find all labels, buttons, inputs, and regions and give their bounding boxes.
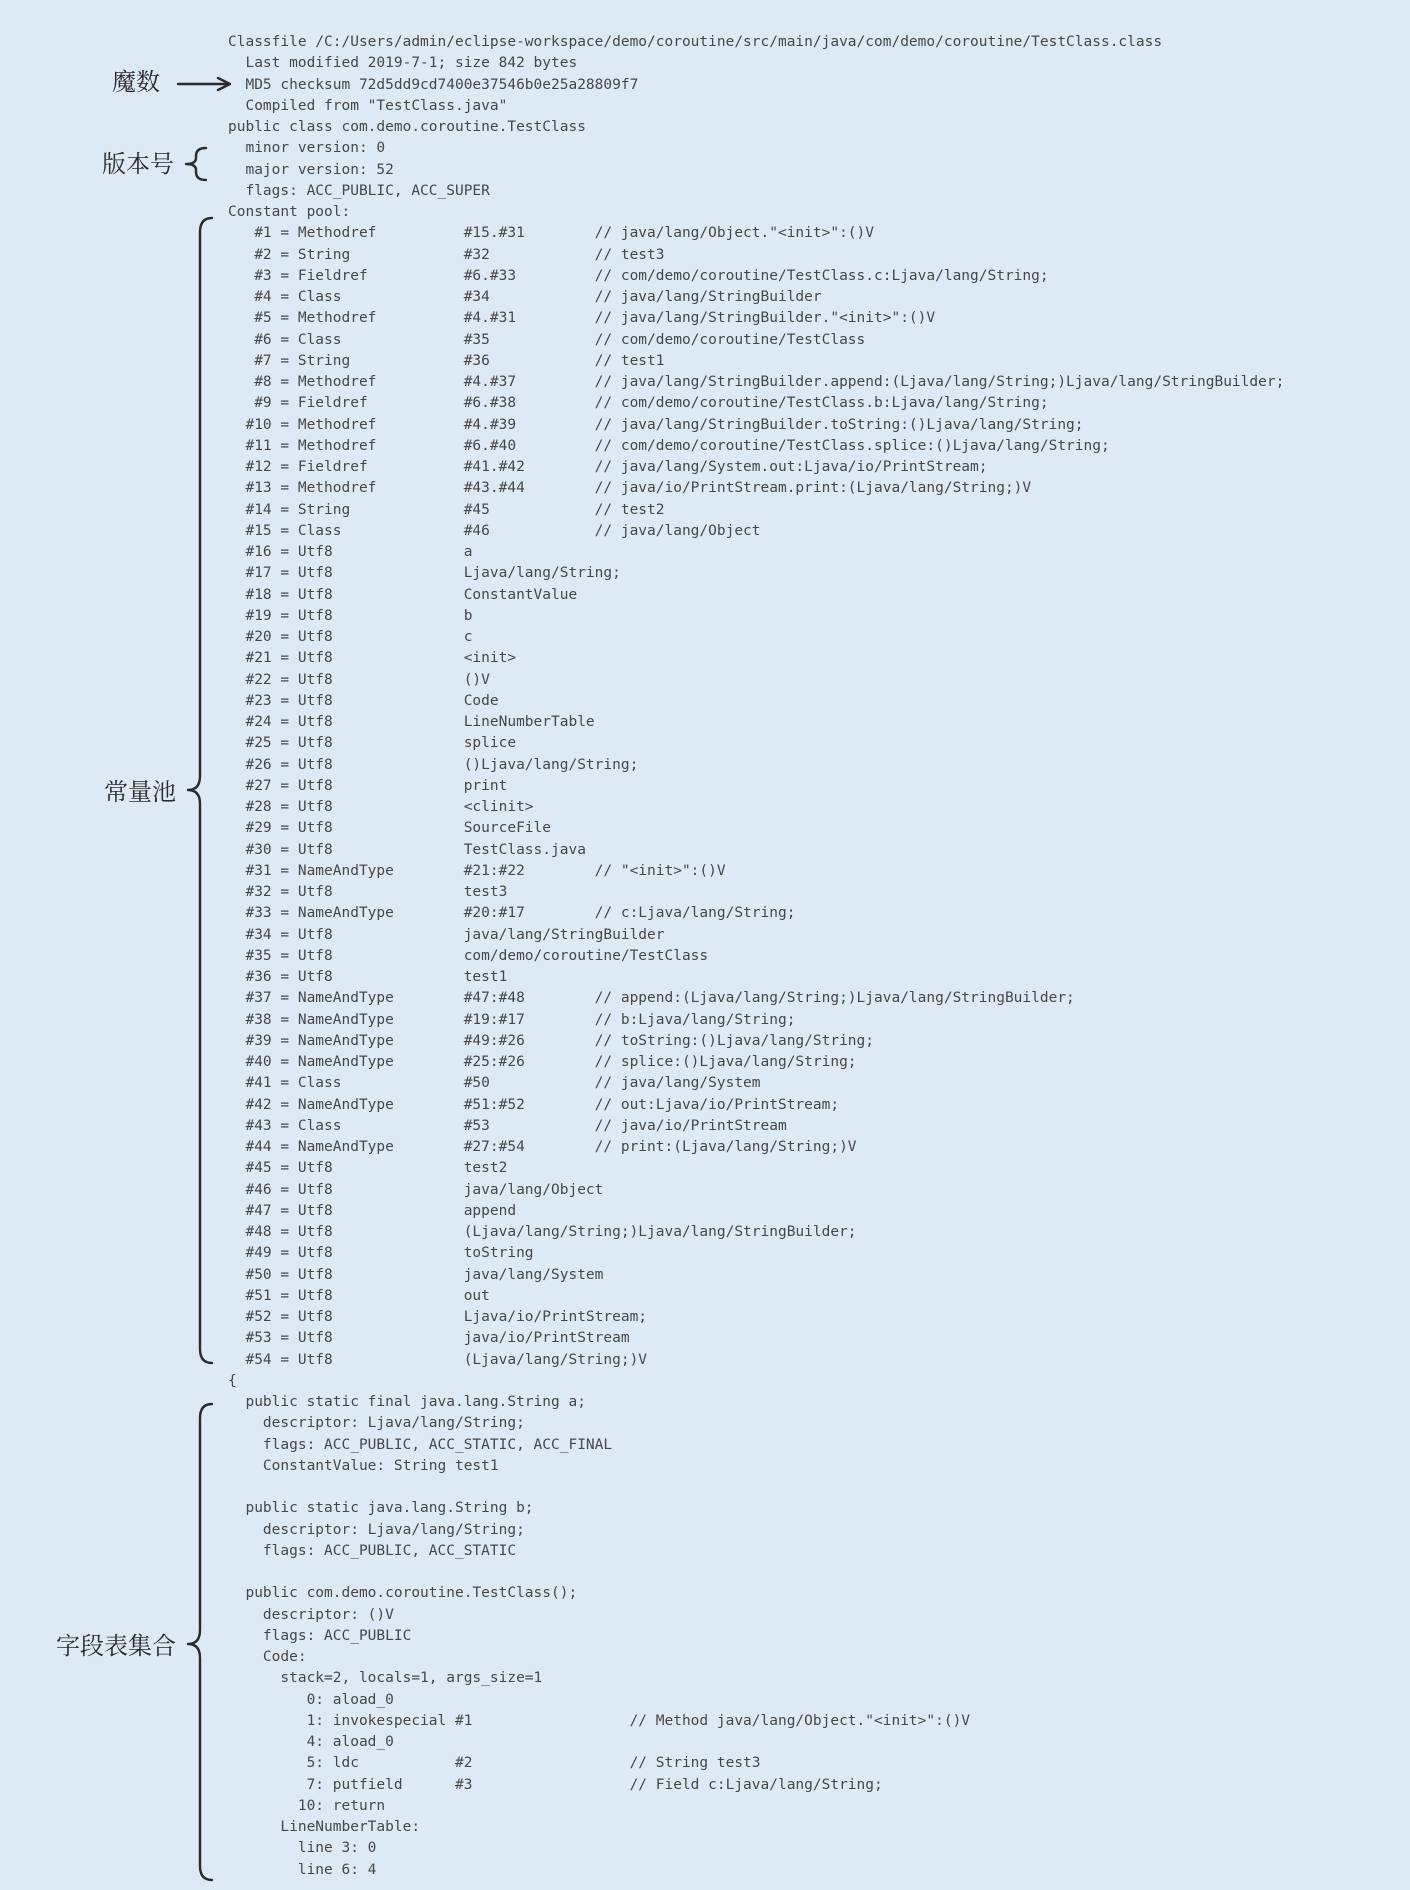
code-line: Last modified 2019-7-1; size 842 bytes [228, 55, 578, 72]
code-line: #36 = Utf8 test1 [228, 969, 508, 985]
code-line: #49 = Utf8 toString [228, 1245, 534, 1262]
code-line: #14 = String #45 // test2 [228, 501, 665, 518]
code-line: #31 = NameAndType #21:#22 // "<init>":()V [228, 862, 726, 879]
code-line: #4 = Class #34 // java/lang/StringBuilder [228, 289, 822, 305]
code-line: descriptor: Ljava/lang/String; [228, 1415, 525, 1432]
code-line: #13 = Methodref #43.#44 // java/io/PrintStream.print:(Ljava/lang/String;)V [228, 480, 1032, 497]
code-line: #51 = Utf8 out [228, 1287, 490, 1304]
version-label: 版本号 [102, 150, 174, 178]
code-line: line 6: 4 [228, 1861, 377, 1878]
code-line: 5: ldc #2 // String test3 [228, 1755, 761, 1772]
code-line: Classfile /C:/Users/admin/eclipse-workspace/demo/coroutine/src/main/java/com/demo/coroutine/TestClass.class [228, 34, 1163, 50]
code-line: #15 = Class #46 // java/lang/Object [228, 522, 761, 539]
code-line: #19 = Utf8 b [228, 607, 473, 624]
code-line: #40 = NameAndType #25:#26 // splice:()Ljava/lang/String; [228, 1054, 857, 1070]
code-line: #37 = NameAndType #47:#48 // append:(Ljava/lang/String;)Ljava/lang/StringBuilder; [228, 990, 1075, 1007]
code-line: 0: aload_0 [228, 1691, 394, 1708]
code-line: #28 = Utf8 <clinit> [228, 799, 534, 815]
code-line: line 3: 0 [228, 1840, 377, 1857]
code-line: #24 = Utf8 LineNumberTable [228, 714, 595, 730]
code-line: #20 = Utf8 c [228, 629, 473, 645]
code-line: { [228, 1372, 237, 1389]
code-line: flags: ACC_PUBLIC, ACC_SUPER [228, 182, 490, 199]
code-line: #48 = Utf8 (Ljava/lang/String;)Ljava/lang/StringBuilder; [228, 1224, 857, 1240]
code-line: #5 = Methodref #4.#31 // java/lang/StringBuilder."<init>":()V [228, 310, 936, 327]
code-line: #47 = Utf8 append [228, 1202, 517, 1219]
code-line: 10: return [228, 1797, 386, 1814]
code-line [228, 1477, 1284, 1498]
code-line: #12 = Fieldref #41.#42 // java/lang/System.out:Ljava/io/PrintStream; [228, 459, 988, 475]
field-table-label: 字段表集合 [56, 1632, 176, 1660]
code-line: ConstantValue: String test1 [228, 1457, 499, 1474]
code-line: #52 = Utf8 Ljava/io/PrintStream; [228, 1309, 648, 1325]
code-line: descriptor: ()V [228, 1606, 394, 1623]
code-line: MD5 checksum 72d5dd9cd7400e37546b0e25a28809f7 [228, 76, 639, 93]
code-line: descriptor: Ljava/lang/String; [228, 1521, 525, 1538]
code-line: flags: ACC_PUBLIC, ACC_STATIC [228, 1542, 517, 1559]
code-line: stack=2, locals=1, args_size=1 [228, 1670, 543, 1687]
code-line: #42 = NameAndType #51:#52 // out:Ljava/io/PrintStream; [228, 1096, 840, 1113]
code-line: #25 = Utf8 splice [228, 735, 517, 752]
code-line: public static java.lang.String b; [228, 1500, 534, 1517]
code-line: Code: [228, 1649, 307, 1665]
code-line: #21 = Utf8 <init> [228, 650, 517, 667]
code-line: #32 = Utf8 test3 [228, 884, 508, 900]
code-line: #23 = Utf8 Code [228, 692, 499, 709]
code-line: #10 = Methodref #4.#39 // java/lang/StringBuilder.toString:()Ljava/lang/String; [228, 416, 1084, 433]
code-line: flags: ACC_PUBLIC [228, 1627, 412, 1644]
code-line: LineNumberTable: [228, 1819, 421, 1835]
code-line: major version: 52 [228, 161, 394, 178]
code-line: #7 = String #36 // test1 [228, 352, 665, 369]
version-brace [186, 148, 206, 180]
code-line: #16 = Utf8 a [228, 544, 473, 560]
constant-pool-label: 常量池 [104, 778, 176, 806]
code-line: Compiled from "TestClass.java" [228, 97, 508, 114]
code-line: #9 = Fieldref #6.#38 // com/demo/coroutine/TestClass.b:Ljava/lang/String; [228, 395, 1049, 412]
code-line: #29 = Utf8 SourceFile [228, 820, 552, 837]
code-line: 7: putfield #3 // Field c:Ljava/lang/String; [228, 1776, 883, 1793]
magic-number-label: 魔数 [112, 68, 160, 96]
javap-output [228, 32, 1284, 1881]
code-line: 1: invokespecial #1 // Method java/lang/Object."<init>":()V [228, 1712, 971, 1729]
code-line: #46 = Utf8 java/lang/Object [228, 1181, 604, 1198]
code-line: #6 = Class #35 // com/demo/coroutine/TestClass [228, 331, 866, 348]
code-line: #30 = Utf8 TestClass.java [228, 841, 586, 858]
code-line: public static final java.lang.String a; [228, 1394, 586, 1410]
code-line: #2 = String #32 // test3 [228, 246, 665, 263]
code-line: #8 = Methodref #4.#37 // java/lang/StringBuilder.append:(Ljava/lang/String;)Ljava/lang/StringBuilder; [228, 374, 1285, 390]
code-line [228, 1562, 1284, 1583]
code-line: minor version: 0 [228, 140, 386, 157]
code-line: #39 = NameAndType #49:#26 // toString:()Ljava/lang/String; [228, 1032, 875, 1049]
code-line: flags: ACC_PUBLIC, ACC_STATIC, ACC_FINAL [228, 1436, 613, 1453]
code-line: public com.demo.coroutine.TestClass(); [228, 1585, 578, 1602]
code-line: #3 = Fieldref #6.#33 // com/demo/coroutine/TestClass.c:Ljava/lang/String; [228, 267, 1049, 284]
code-line: #41 = Class #50 // java/lang/System [228, 1075, 761, 1092]
code-line: #54 = Utf8 (Ljava/lang/String;)V [228, 1351, 648, 1368]
code-line: public class com.demo.coroutine.TestClass [228, 119, 586, 135]
code-line: #11 = Methodref #6.#40 // com/demo/coroutine/TestClass.splice:()Ljava/lang/String; [228, 437, 1110, 454]
fields-brace [188, 1404, 212, 1880]
code-line: Constant pool: [228, 204, 351, 220]
code-line: #34 = Utf8 java/lang/StringBuilder [228, 926, 665, 943]
code-line: #50 = Utf8 java/lang/System [228, 1266, 604, 1283]
code-line: #27 = Utf8 print [228, 777, 508, 794]
code-line: #1 = Methodref #15.#31 // java/lang/Object."<init>":()V [228, 225, 875, 242]
code-line: 4: aload_0 [228, 1734, 394, 1750]
code-line: #44 = NameAndType #27:#54 // print:(Ljava/lang/String;)V [228, 1139, 857, 1155]
code-line: #43 = Class #53 // java/io/PrintStream [228, 1117, 787, 1134]
constant-pool-brace [188, 218, 212, 1363]
code-line: #22 = Utf8 ()V [228, 671, 490, 688]
code-line: #18 = Utf8 ConstantValue [228, 586, 578, 603]
code-line: #26 = Utf8 ()Ljava/lang/String; [228, 756, 639, 773]
code-line: #33 = NameAndType #20:#17 // c:Ljava/lang/String; [228, 905, 796, 922]
code-line: #53 = Utf8 java/io/PrintStream [228, 1330, 630, 1347]
code-line: #35 = Utf8 com/demo/coroutine/TestClass [228, 947, 709, 964]
code-line: #45 = Utf8 test2 [228, 1160, 508, 1177]
code-line: #17 = Utf8 Ljava/lang/String; [228, 565, 621, 582]
code-line: #38 = NameAndType #19:#17 // b:Ljava/lang/String; [228, 1011, 796, 1028]
